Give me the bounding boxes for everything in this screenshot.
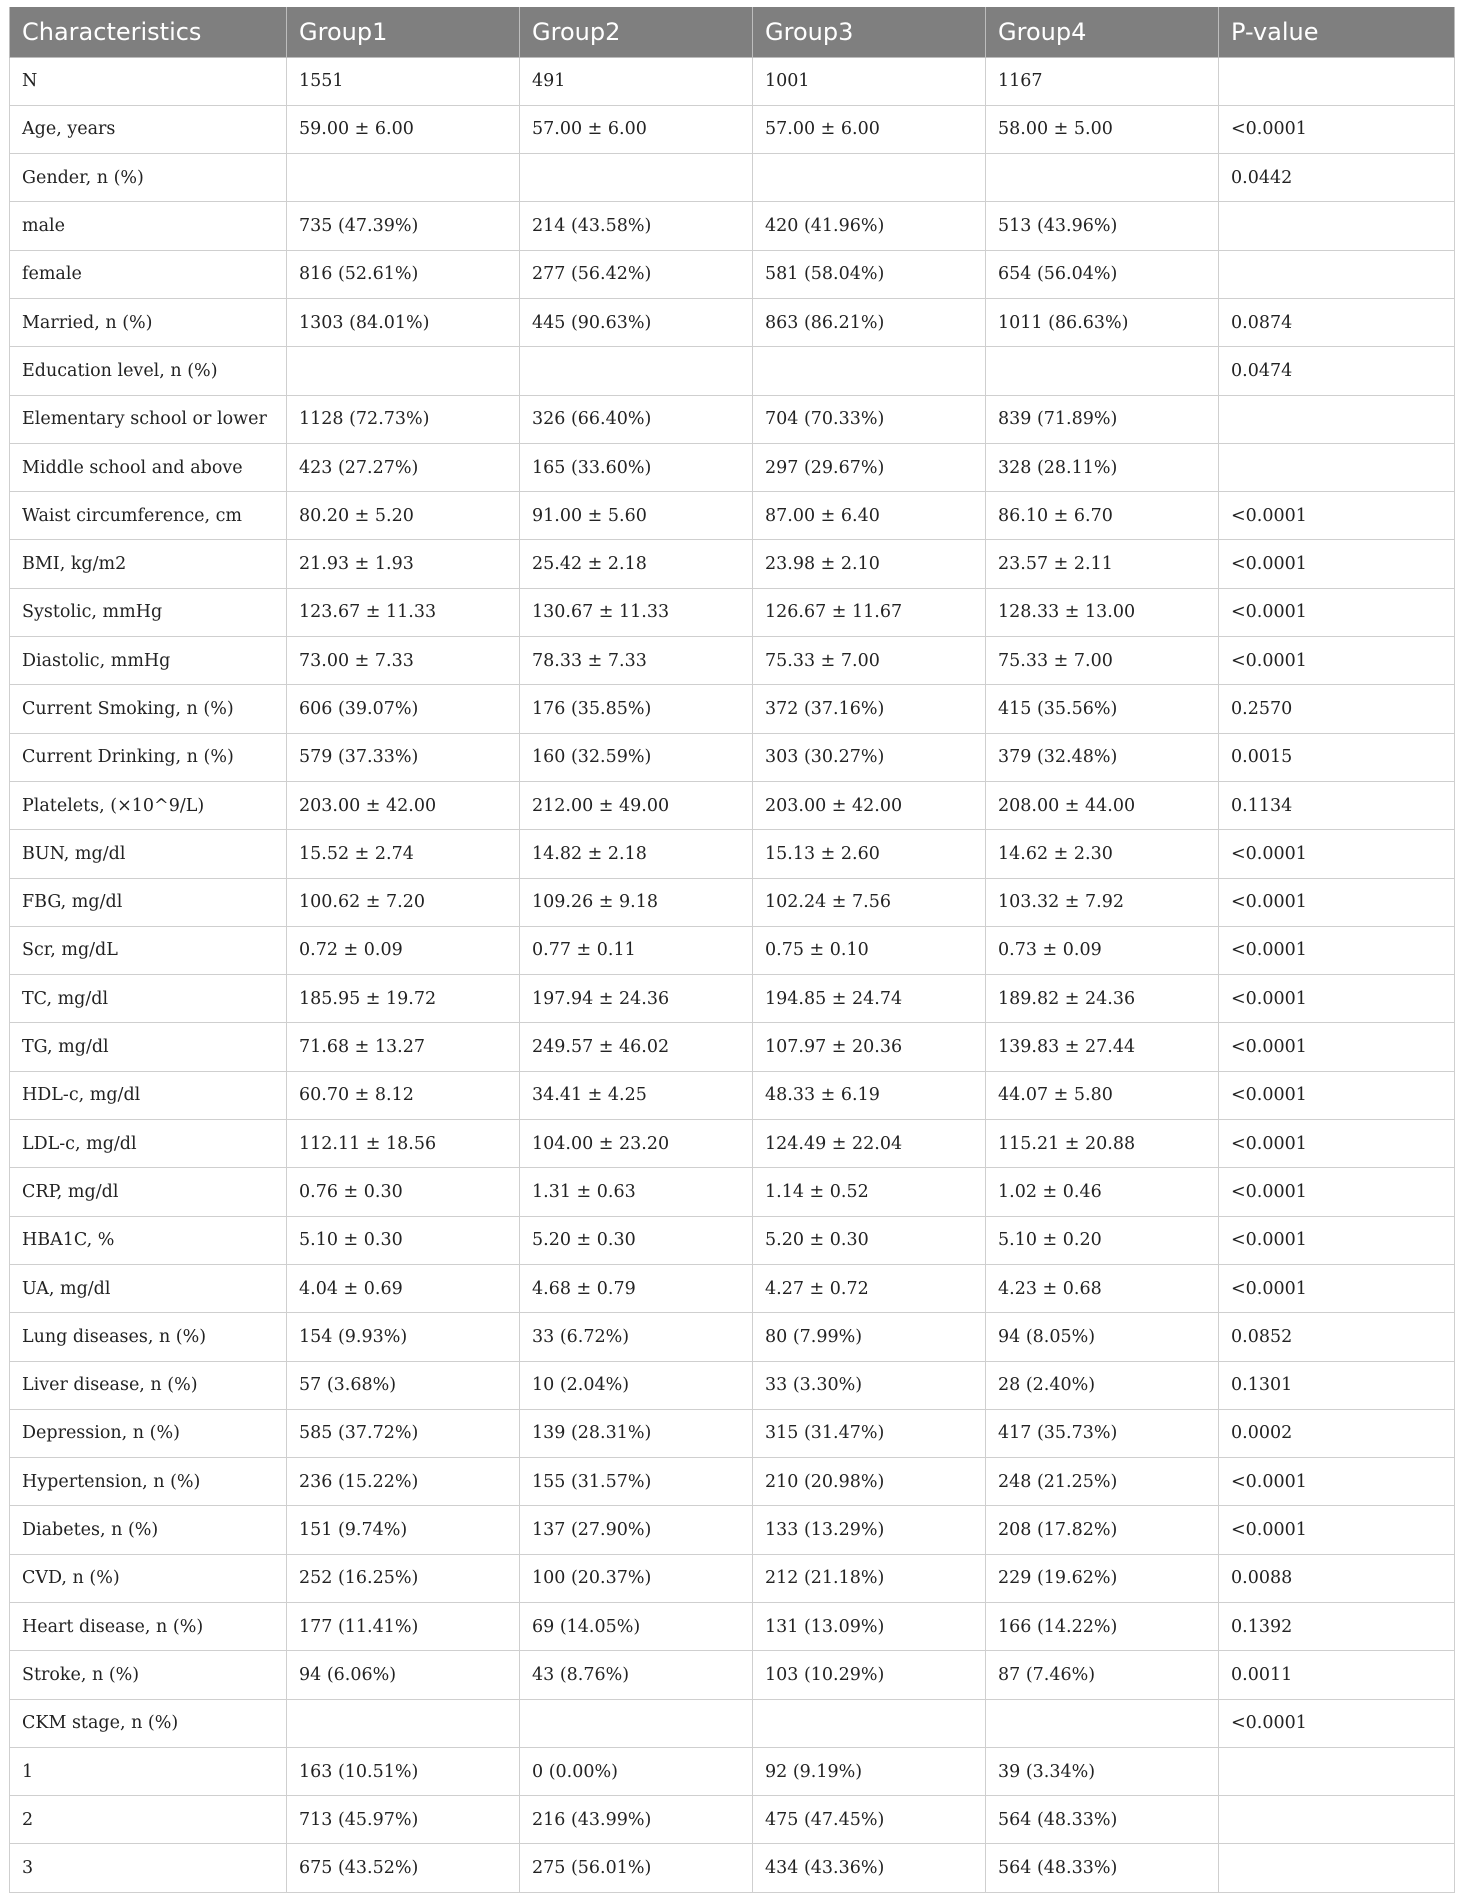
table-row: [10, 1458, 1455, 1506]
cell-characteristics: TG, mg/dl: [10, 1023, 287, 1071]
table-row: [10, 1699, 1455, 1747]
cell-group3: 133 (13.29%): [753, 1506, 986, 1554]
cell-group3: 103 (10.29%): [753, 1651, 986, 1699]
cell-characteristics: BMI, kg/m2: [10, 540, 287, 588]
cell-p-value: [1219, 202, 1455, 250]
cell-group2: 139 (28.31%): [520, 1409, 753, 1457]
cell-group3: 434 (43.36%): [753, 1844, 986, 1892]
cell-characteristics: Married, n (%): [10, 298, 287, 346]
cell-group4: 87 (7.46%): [986, 1651, 1219, 1699]
table-row: [10, 202, 1455, 250]
cell-group2: 491: [520, 57, 753, 105]
cell-group2: 445 (90.63%): [520, 298, 753, 346]
cell-group2: 5.20 ± 0.30: [520, 1216, 753, 1264]
cell-group4: 103.32 ± 7.92: [986, 878, 1219, 926]
table-row: [10, 1409, 1455, 1457]
cell-group3: 57.00 ± 6.00: [753, 105, 986, 153]
cell-group2: 109.26 ± 9.18: [520, 878, 753, 926]
cell-p-value: 0.1134: [1219, 781, 1455, 829]
cell-group1: [287, 347, 520, 395]
cell-group4: 128.33 ± 13.00: [986, 588, 1219, 636]
cell-characteristics: Diastolic, mmHg: [10, 637, 287, 685]
cell-p-value: <0.0001: [1219, 637, 1455, 685]
table-row: [10, 830, 1455, 878]
table-row: [10, 1313, 1455, 1361]
cell-p-value: 0.0852: [1219, 1313, 1455, 1361]
cell-group4: 94 (8.05%): [986, 1313, 1219, 1361]
cell-group4: 208.00 ± 44.00: [986, 781, 1219, 829]
cell-group1: 236 (15.22%): [287, 1458, 520, 1506]
cell-group4: 654 (56.04%): [986, 250, 1219, 298]
cell-group3: 297 (29.67%): [753, 443, 986, 491]
cell-group3: 15.13 ± 2.60: [753, 830, 986, 878]
cell-group3: 581 (58.04%): [753, 250, 986, 298]
cell-group1: 123.67 ± 11.33: [287, 588, 520, 636]
table-row: [10, 926, 1455, 974]
cell-group1: 71.68 ± 13.27: [287, 1023, 520, 1071]
cell-group4: 189.82 ± 24.36: [986, 975, 1219, 1023]
cell-group2: 0.77 ± 0.11: [520, 926, 753, 974]
cell-group2: 176 (35.85%): [520, 685, 753, 733]
cell-p-value: 0.2570: [1219, 685, 1455, 733]
cell-group4: 28 (2.40%): [986, 1361, 1219, 1409]
cell-group4: 44.07 ± 5.80: [986, 1071, 1219, 1119]
cell-group4: 5.10 ± 0.20: [986, 1216, 1219, 1264]
cell-group1: 112.11 ± 18.56: [287, 1120, 520, 1168]
cell-p-value: <0.0001: [1219, 1216, 1455, 1264]
cell-group1: 4.04 ± 0.69: [287, 1264, 520, 1312]
cell-p-value: 0.0474: [1219, 347, 1455, 395]
cell-group3: 303 (30.27%): [753, 733, 986, 781]
cell-group2: 0 (0.00%): [520, 1747, 753, 1795]
table-row: [10, 1168, 1455, 1216]
cell-group4: 58.00 ± 5.00: [986, 105, 1219, 153]
cell-group1: 675 (43.52%): [287, 1844, 520, 1892]
cell-group2: 249.57 ± 46.02: [520, 1023, 753, 1071]
cell-characteristics: Elementary school or lower: [10, 395, 287, 443]
cell-group2: 100 (20.37%): [520, 1554, 753, 1602]
cell-p-value: <0.0001: [1219, 588, 1455, 636]
cell-group4: 208 (17.82%): [986, 1506, 1219, 1554]
cell-p-value: 0.0011: [1219, 1651, 1455, 1699]
cell-group1: 585 (37.72%): [287, 1409, 520, 1457]
table-row: [10, 588, 1455, 636]
baseline-characteristics-table: [9, 7, 1455, 1893]
cell-group4: 23.57 ± 2.11: [986, 540, 1219, 588]
cell-characteristics: HDL-c, mg/dl: [10, 1071, 287, 1119]
cell-group2: 91.00 ± 5.60: [520, 492, 753, 540]
cell-group3: 212 (21.18%): [753, 1554, 986, 1602]
cell-group3: 75.33 ± 7.00: [753, 637, 986, 685]
cell-group4: 166 (14.22%): [986, 1603, 1219, 1651]
cell-characteristics: Systolic, mmHg: [10, 588, 287, 636]
cell-group1: [287, 1699, 520, 1747]
cell-p-value: 0.0088: [1219, 1554, 1455, 1602]
cell-characteristics: UA, mg/dl: [10, 1264, 287, 1312]
table-row: [10, 1216, 1455, 1264]
cell-p-value: <0.0001: [1219, 1071, 1455, 1119]
cell-characteristics: FBG, mg/dl: [10, 878, 287, 926]
cell-group2: 57.00 ± 6.00: [520, 105, 753, 153]
cell-p-value: <0.0001: [1219, 830, 1455, 878]
cell-group2: 130.67 ± 11.33: [520, 588, 753, 636]
cell-p-value: [1219, 1796, 1455, 1844]
cell-group4: 564 (48.33%): [986, 1844, 1219, 1892]
cell-characteristics: Current Smoking, n (%): [10, 685, 287, 733]
column-header-group4: Group4: [986, 7, 1219, 57]
cell-characteristics: Depression, n (%): [10, 1409, 287, 1457]
cell-p-value: <0.0001: [1219, 492, 1455, 540]
cell-group3: 315 (31.47%): [753, 1409, 986, 1457]
cell-group3: 126.67 ± 11.67: [753, 588, 986, 636]
cell-characteristics: Liver disease, n (%): [10, 1361, 287, 1409]
cell-group3: 102.24 ± 7.56: [753, 878, 986, 926]
cell-p-value: [1219, 250, 1455, 298]
cell-p-value: <0.0001: [1219, 1264, 1455, 1312]
table-row: [10, 685, 1455, 733]
cell-group4: [986, 1699, 1219, 1747]
cell-group2: 1.31 ± 0.63: [520, 1168, 753, 1216]
cell-group1: 1551: [287, 57, 520, 105]
cell-group3: 87.00 ± 6.40: [753, 492, 986, 540]
cell-p-value: 0.0015: [1219, 733, 1455, 781]
cell-characteristics: CVD, n (%): [10, 1554, 287, 1602]
cell-group3: 210 (20.98%): [753, 1458, 986, 1506]
cell-group1: 579 (37.33%): [287, 733, 520, 781]
cell-group1: 73.00 ± 7.33: [287, 637, 520, 685]
table-row: [10, 1747, 1455, 1795]
cell-group1: 252 (16.25%): [287, 1554, 520, 1602]
table-row: [10, 1071, 1455, 1119]
cell-group4: 229 (19.62%): [986, 1554, 1219, 1602]
cell-p-value: 0.0002: [1219, 1409, 1455, 1457]
table-row: [10, 637, 1455, 685]
table-row: [10, 1264, 1455, 1312]
table-row: [10, 1603, 1455, 1651]
cell-characteristics: Education level, n (%): [10, 347, 287, 395]
table-row: [10, 154, 1455, 202]
cell-group4: 4.23 ± 0.68: [986, 1264, 1219, 1312]
cell-group4: 328 (28.11%): [986, 443, 1219, 491]
table-row: [10, 395, 1455, 443]
cell-group1: 816 (52.61%): [287, 250, 520, 298]
cell-p-value: [1219, 395, 1455, 443]
cell-group1: 163 (10.51%): [287, 1747, 520, 1795]
table-row: [10, 443, 1455, 491]
cell-characteristics: Platelets, (×10^9/L): [10, 781, 287, 829]
cell-p-value: [1219, 443, 1455, 491]
cell-group2: 34.41 ± 4.25: [520, 1071, 753, 1119]
cell-p-value: <0.0001: [1219, 975, 1455, 1023]
cell-characteristics: CRP, mg/dl: [10, 1168, 287, 1216]
table-row: [10, 878, 1455, 926]
cell-group1: 1128 (72.73%): [287, 395, 520, 443]
cell-group2: 104.00 ± 23.20: [520, 1120, 753, 1168]
cell-group1: 713 (45.97%): [287, 1796, 520, 1844]
cell-group4: 1167: [986, 57, 1219, 105]
cell-group2: [520, 1699, 753, 1747]
column-header-characteristics: Characteristics: [10, 7, 287, 57]
cell-group2: 78.33 ± 7.33: [520, 637, 753, 685]
cell-group3: 92 (9.19%): [753, 1747, 986, 1795]
table-row: [10, 1506, 1455, 1554]
cell-group3: 48.33 ± 6.19: [753, 1071, 986, 1119]
table-row: [10, 1554, 1455, 1602]
cell-p-value: <0.0001: [1219, 540, 1455, 588]
cell-group4: 839 (71.89%): [986, 395, 1219, 443]
cell-p-value: [1219, 57, 1455, 105]
cell-group3: 420 (41.96%): [753, 202, 986, 250]
table-row: [10, 975, 1455, 1023]
cell-group4: 513 (43.96%): [986, 202, 1219, 250]
cell-characteristics: Middle school and above: [10, 443, 287, 491]
cell-group2: 14.82 ± 2.18: [520, 830, 753, 878]
cell-group3: [753, 154, 986, 202]
cell-p-value: <0.0001: [1219, 926, 1455, 974]
cell-p-value: [1219, 1844, 1455, 1892]
cell-group4: 379 (32.48%): [986, 733, 1219, 781]
cell-group2: [520, 154, 753, 202]
cell-characteristics: CKM stage, n (%): [10, 1699, 287, 1747]
cell-group3: 1.14 ± 0.52: [753, 1168, 986, 1216]
table-row: [10, 250, 1455, 298]
cell-p-value: [1219, 1747, 1455, 1795]
cell-group4: 39 (3.34%): [986, 1747, 1219, 1795]
cell-group2: 214 (43.58%): [520, 202, 753, 250]
cell-group1: 423 (27.27%): [287, 443, 520, 491]
cell-group4: 1.02 ± 0.46: [986, 1168, 1219, 1216]
cell-characteristics: Diabetes, n (%): [10, 1506, 287, 1554]
cell-group4: [986, 154, 1219, 202]
cell-group4: 75.33 ± 7.00: [986, 637, 1219, 685]
cell-characteristics: Hypertension, n (%): [10, 1458, 287, 1506]
table-row: [10, 492, 1455, 540]
column-header-group3: Group3: [753, 7, 986, 57]
cell-p-value: 0.1301: [1219, 1361, 1455, 1409]
cell-group2: 69 (14.05%): [520, 1603, 753, 1651]
cell-group1: 94 (6.06%): [287, 1651, 520, 1699]
cell-group3: [753, 347, 986, 395]
cell-p-value: <0.0001: [1219, 1506, 1455, 1554]
cell-group3: 194.85 ± 24.74: [753, 975, 986, 1023]
cell-group2: 10 (2.04%): [520, 1361, 753, 1409]
table-row: [10, 105, 1455, 153]
cell-group2: 277 (56.42%): [520, 250, 753, 298]
cell-group3: 1001: [753, 57, 986, 105]
cell-p-value: <0.0001: [1219, 1120, 1455, 1168]
table-row: [10, 1651, 1455, 1699]
table-row: [10, 347, 1455, 395]
cell-characteristics: Lung diseases, n (%): [10, 1313, 287, 1361]
cell-group1: 203.00 ± 42.00: [287, 781, 520, 829]
cell-characteristics: 1: [10, 1747, 287, 1795]
cell-characteristics: Age, years: [10, 105, 287, 153]
cell-group2: 326 (66.40%): [520, 395, 753, 443]
cell-group4: 14.62 ± 2.30: [986, 830, 1219, 878]
cell-characteristics: BUN, mg/dl: [10, 830, 287, 878]
cell-group3: 372 (37.16%): [753, 685, 986, 733]
table-row: [10, 733, 1455, 781]
cell-group1: 80.20 ± 5.20: [287, 492, 520, 540]
cell-group3: 124.49 ± 22.04: [753, 1120, 986, 1168]
cell-characteristics: female: [10, 250, 287, 298]
cell-p-value: <0.0001: [1219, 1168, 1455, 1216]
cell-group2: 160 (32.59%): [520, 733, 753, 781]
column-header-group2: Group2: [520, 7, 753, 57]
cell-group3: 131 (13.09%): [753, 1603, 986, 1651]
cell-group2: 197.94 ± 24.36: [520, 975, 753, 1023]
cell-group4: 115.21 ± 20.88: [986, 1120, 1219, 1168]
cell-group1: 60.70 ± 8.12: [287, 1071, 520, 1119]
cell-group1: 1303 (84.01%): [287, 298, 520, 346]
cell-group1: 0.72 ± 0.09: [287, 926, 520, 974]
cell-group1: 21.93 ± 1.93: [287, 540, 520, 588]
cell-characteristics: Gender, n (%): [10, 154, 287, 202]
cell-group4: 86.10 ± 6.70: [986, 492, 1219, 540]
table-row: [10, 1120, 1455, 1168]
table-header: [10, 7, 1455, 57]
cell-group1: 735 (47.39%): [287, 202, 520, 250]
header-row: [10, 7, 1455, 57]
cell-group1: 177 (11.41%): [287, 1603, 520, 1651]
column-header-group1: Group1: [287, 7, 520, 57]
cell-group4: [986, 347, 1219, 395]
table-row: [10, 1361, 1455, 1409]
cell-characteristics: Heart disease, n (%): [10, 1603, 287, 1651]
cell-characteristics: LDL-c, mg/dl: [10, 1120, 287, 1168]
cell-group2: 25.42 ± 2.18: [520, 540, 753, 588]
cell-group3: 475 (47.45%): [753, 1796, 986, 1844]
cell-group3: 0.75 ± 0.10: [753, 926, 986, 974]
cell-p-value: <0.0001: [1219, 105, 1455, 153]
cell-group3: 5.20 ± 0.30: [753, 1216, 986, 1264]
baseline-characteristics-table-container: [9, 7, 1454, 1893]
cell-group2: 155 (31.57%): [520, 1458, 753, 1506]
cell-p-value: <0.0001: [1219, 878, 1455, 926]
cell-characteristics: Current Drinking, n (%): [10, 733, 287, 781]
table-row: [10, 1023, 1455, 1071]
cell-characteristics: HBA1C, %: [10, 1216, 287, 1264]
cell-p-value: 0.0874: [1219, 298, 1455, 346]
cell-group2: 137 (27.90%): [520, 1506, 753, 1554]
cell-characteristics: 3: [10, 1844, 287, 1892]
cell-group1: 100.62 ± 7.20: [287, 878, 520, 926]
cell-characteristics: Waist circumference, cm: [10, 492, 287, 540]
cell-group1: 57 (3.68%): [287, 1361, 520, 1409]
cell-group4: 0.73 ± 0.09: [986, 926, 1219, 974]
cell-group3: 704 (70.33%): [753, 395, 986, 443]
cell-group2: 43 (8.76%): [520, 1651, 753, 1699]
cell-group2: 216 (43.99%): [520, 1796, 753, 1844]
column-header-p-value: P-value: [1219, 7, 1455, 57]
cell-group1: 154 (9.93%): [287, 1313, 520, 1361]
cell-group1: 59.00 ± 6.00: [287, 105, 520, 153]
table-row: [10, 781, 1455, 829]
cell-group4: 1011 (86.63%): [986, 298, 1219, 346]
cell-group3: 107.97 ± 20.36: [753, 1023, 986, 1071]
cell-group1: 0.76 ± 0.30: [287, 1168, 520, 1216]
cell-group1: 606 (39.07%): [287, 685, 520, 733]
cell-characteristics: Stroke, n (%): [10, 1651, 287, 1699]
cell-group1: 5.10 ± 0.30: [287, 1216, 520, 1264]
cell-p-value: <0.0001: [1219, 1023, 1455, 1071]
cell-group1: 151 (9.74%): [287, 1506, 520, 1554]
table-row: [10, 1844, 1455, 1892]
table-row: [10, 1796, 1455, 1844]
cell-group3: 203.00 ± 42.00: [753, 781, 986, 829]
cell-group3: 23.98 ± 2.10: [753, 540, 986, 588]
cell-group1: [287, 154, 520, 202]
cell-characteristics: male: [10, 202, 287, 250]
cell-p-value: 0.1392: [1219, 1603, 1455, 1651]
cell-group2: 212.00 ± 49.00: [520, 781, 753, 829]
cell-p-value: 0.0442: [1219, 154, 1455, 202]
cell-group3: 863 (86.21%): [753, 298, 986, 346]
cell-group3: [753, 1699, 986, 1747]
cell-group2: 4.68 ± 0.79: [520, 1264, 753, 1312]
cell-group4: 564 (48.33%): [986, 1796, 1219, 1844]
cell-group4: 417 (35.73%): [986, 1409, 1219, 1457]
cell-group3: 80 (7.99%): [753, 1313, 986, 1361]
cell-group2: [520, 347, 753, 395]
cell-group1: 15.52 ± 2.74: [287, 830, 520, 878]
cell-group1: 185.95 ± 19.72: [287, 975, 520, 1023]
table-row: [10, 540, 1455, 588]
cell-group2: 33 (6.72%): [520, 1313, 753, 1361]
cell-group4: 139.83 ± 27.44: [986, 1023, 1219, 1071]
cell-group4: 248 (21.25%): [986, 1458, 1219, 1506]
cell-characteristics: 2: [10, 1796, 287, 1844]
cell-group3: 4.27 ± 0.72: [753, 1264, 986, 1312]
table-row: [10, 298, 1455, 346]
table-row: [10, 57, 1455, 105]
table-body: [10, 57, 1455, 1892]
cell-group3: 33 (3.30%): [753, 1361, 986, 1409]
cell-group4: 415 (35.56%): [986, 685, 1219, 733]
cell-characteristics: N: [10, 57, 287, 105]
cell-p-value: <0.0001: [1219, 1458, 1455, 1506]
cell-characteristics: TC, mg/dl: [10, 975, 287, 1023]
cell-group2: 275 (56.01%): [520, 1844, 753, 1892]
cell-characteristics: Scr, mg/dL: [10, 926, 287, 974]
cell-group2: 165 (33.60%): [520, 443, 753, 491]
cell-p-value: <0.0001: [1219, 1699, 1455, 1747]
